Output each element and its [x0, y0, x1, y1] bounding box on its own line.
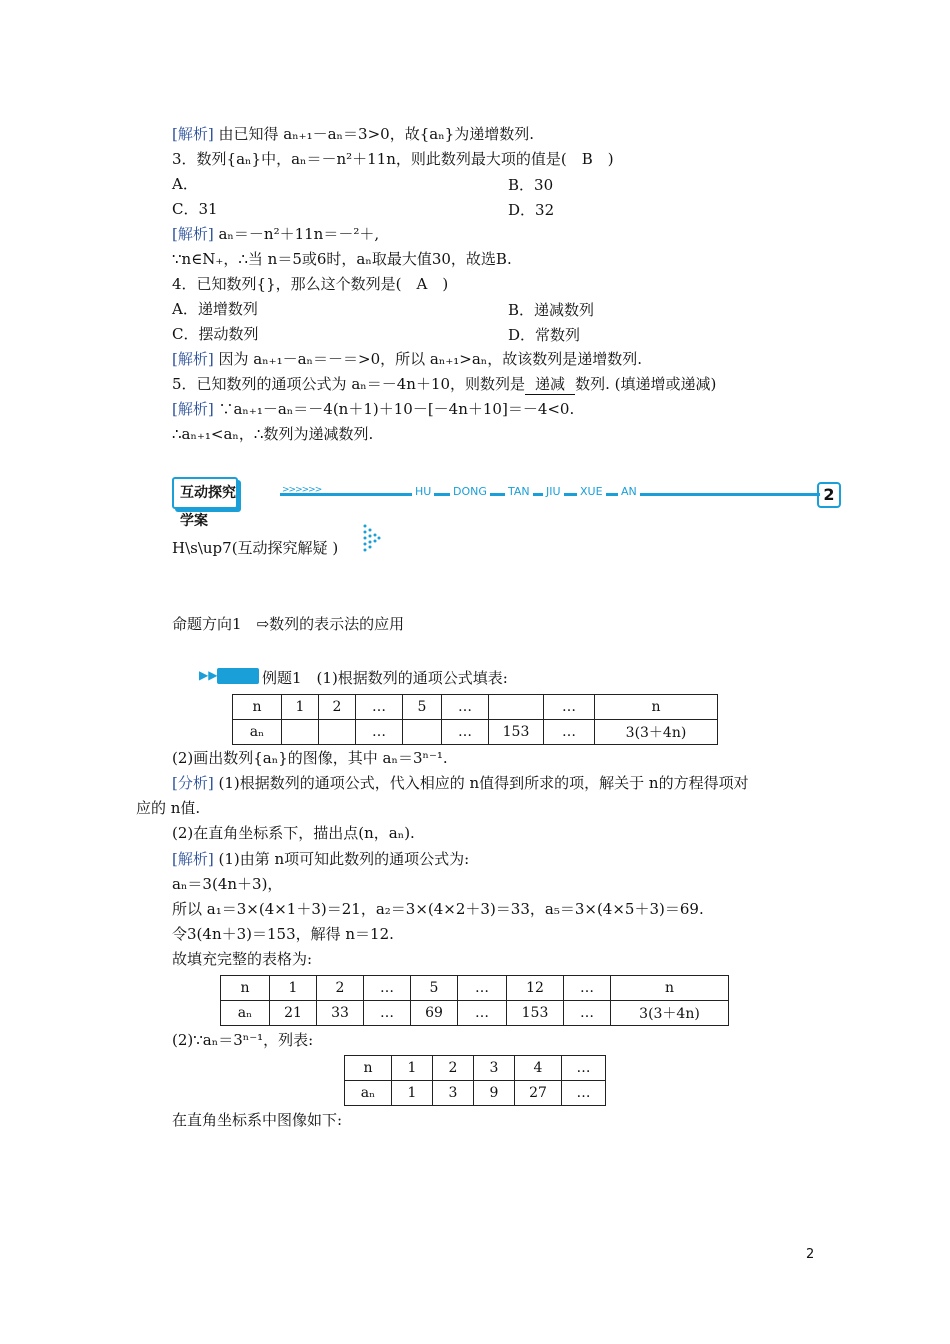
table-row [233, 695, 718, 720]
table-cell: 1 [392, 1081, 433, 1106]
analysis-text: aₙ＝－n²＋11n＝－²＋, [213, 225, 380, 243]
table-cell: … [356, 720, 403, 745]
table-cell: n [345, 1056, 392, 1081]
analysis-tag: [解析] [172, 350, 214, 368]
banner-number: 2 [817, 482, 841, 508]
chevrons-icon: >>>>>> [282, 485, 322, 495]
table-cell: 69 [411, 1001, 458, 1026]
banner-title: 互动探究学案 [172, 477, 238, 509]
solution-part2: (2)∵aₙ＝3ⁿ⁻¹，列表: [172, 1031, 314, 1049]
analysis-text: ∵aₙ₊₁－aₙ＝－4(n＋1)＋10－[－4n＋10]＝－4<0. [213, 400, 575, 418]
solution-line: aₙ＝3(4n＋3)， [172, 875, 283, 893]
table-cell [282, 720, 319, 745]
example-1-part2: (2)画出数列{aₙ}的图像，其中 aₙ＝3ⁿ⁻¹. [172, 749, 448, 767]
question-5-stem [172, 374, 716, 395]
q5-pre: 5．已知数列的通项公式为 aₙ＝－4n＋10，则数列是 [172, 375, 526, 393]
table-cell: 3(3＋4n) [611, 1001, 729, 1026]
table-cell: … [442, 720, 489, 745]
section-banner [172, 474, 842, 529]
table-cell: … [458, 1001, 507, 1026]
table-cell [319, 720, 356, 745]
analysis-tag: [解析] [172, 225, 214, 243]
table-row [345, 1056, 606, 1081]
solution-line: 所以 a₁＝3×(4×1＋3)＝21，a₂＝3×(4×2＋3)＝33，a₅＝3×(4×5＋3)＝69. [172, 900, 704, 918]
q3-option-c: C．31 [172, 200, 218, 218]
field-code-text: H\s\up7(互动探究解疑 ) [172, 539, 339, 557]
table-cell: 2 [319, 695, 356, 720]
q4-option-b: B．递减数列 [508, 301, 595, 319]
analysis-text: (1)由第 n项可知此数列的通项公式为: [213, 850, 470, 868]
table-cell [489, 695, 544, 720]
example-badge-box [217, 668, 259, 684]
table-cell: … [356, 695, 403, 720]
question-3-stem: 3．数列{aₙ}中，aₙ＝－n²＋11n，则此数列最大项的值是( B ) [172, 150, 614, 168]
table-cell: n [233, 695, 282, 720]
solution-line: 故填充完整的表格为: [172, 950, 313, 968]
table-cell: 12 [507, 976, 564, 1001]
q3-option-a: A． [172, 175, 198, 193]
table-cell: 3 [433, 1081, 474, 1106]
solution-line: 令3(4n＋3)＝153，解得 n＝12. [172, 925, 394, 943]
table-cell: aₙ [233, 720, 282, 745]
double-arrow-icon: ▶▶ [199, 668, 218, 682]
q3-analysis-line2: ∵n∈N₊，∴当 n＝5或6时，aₙ取最大值30，故选B. [172, 250, 512, 268]
table-cell: 5 [411, 976, 458, 1001]
analysis-line3: (2)在直角坐标系下，描出点(n，aₙ). [172, 824, 415, 842]
table-cell: … [544, 720, 595, 745]
table-cell: 5 [403, 695, 442, 720]
banner-pinyin: AN [618, 485, 640, 498]
analysis-block [172, 773, 749, 793]
table-row [221, 976, 729, 1001]
table-cell: … [564, 1001, 611, 1026]
analysis-tag: [解析] [172, 125, 214, 143]
table-cell: 3 [474, 1056, 515, 1081]
solution-heading [172, 849, 469, 869]
analysis-line2: 应的 n值. [136, 799, 201, 817]
table-row [233, 720, 718, 745]
table-cell: … [458, 976, 507, 1001]
table-cell: 153 [489, 720, 544, 745]
table-cell: 3(3＋4n) [595, 720, 718, 745]
banner-pinyin: TAN [505, 485, 533, 498]
example-1-title: 例题1 (1)根据数列的通项公式填表: [262, 669, 508, 687]
q5-post: 数列. (填递增或递减) [575, 375, 717, 393]
table-cell: … [364, 976, 411, 1001]
table-cell: … [562, 1081, 606, 1106]
table-cell: 33 [317, 1001, 364, 1026]
table-row [345, 1081, 606, 1106]
table-cell: … [562, 1056, 606, 1081]
analysis-line [172, 124, 534, 144]
table-cell: 1 [392, 1056, 433, 1081]
table-cell: aₙ [221, 1001, 270, 1026]
table-cell: … [544, 695, 595, 720]
table-cell: n [221, 976, 270, 1001]
table-cell: … [442, 695, 489, 720]
q4-analysis [172, 349, 642, 369]
table-cell: 4 [515, 1056, 562, 1081]
q3-analysis [172, 224, 379, 244]
table-cell: 2 [317, 976, 364, 1001]
table-cell: 153 [507, 1001, 564, 1026]
table-3 [344, 1055, 606, 1106]
q4-option-a: A．递增数列 [172, 300, 258, 318]
q5-analysis [172, 399, 574, 419]
q5-answer-blank: 递减 [525, 374, 575, 395]
table-1 [232, 694, 718, 745]
page-number: 2 [806, 1247, 815, 1262]
direction-heading: 命题方向1 ⇨数列的表示法的应用 [172, 615, 405, 633]
table-row [221, 1001, 729, 1026]
table-2 [220, 975, 729, 1026]
table-cell: 9 [474, 1081, 515, 1106]
question-4-stem: 4．已知数列{}，那么这个数列是( A ) [172, 275, 449, 293]
banner-pinyin: HU [412, 485, 434, 498]
table-cell: … [564, 976, 611, 1001]
table-cell: 27 [515, 1081, 562, 1106]
triangle-arrow-icon [362, 522, 382, 554]
table-cell: 2 [433, 1056, 474, 1081]
table-cell: 1 [282, 695, 319, 720]
q3-option-d: D．32 [508, 201, 555, 219]
analysis-text: 因为 aₙ₊₁－aₙ＝－＝>0，所以 aₙ₊₁>aₙ，故该数列是递增数列. [213, 350, 643, 368]
table-cell: aₙ [345, 1081, 392, 1106]
analysis-tag: [分析] [172, 774, 214, 792]
banner-pinyin: JIU [543, 485, 564, 498]
table-cell: 1 [270, 976, 317, 1001]
table-cell: … [364, 1001, 411, 1026]
final-line: 在直角坐标系中图像如下: [172, 1111, 343, 1129]
analysis-text: 由已知得 aₙ₊₁－aₙ＝3>0，故{aₙ}为递增数列. [213, 125, 534, 143]
table-cell [403, 720, 442, 745]
table-cell: 21 [270, 1001, 317, 1026]
analysis-text: (1)根据数列的通项公式，代入相应的 n值得到所求的项，解关于 n的方程得项对 [213, 774, 749, 792]
banner-pinyin: XUE [577, 485, 606, 498]
q5-analysis-line2: ∴aₙ₊₁<aₙ，∴数列为递减数列. [172, 425, 374, 443]
analysis-tag: [解析] [172, 850, 214, 868]
table-cell: n [611, 976, 729, 1001]
banner-pinyin: DONG [450, 485, 490, 498]
q4-option-c: C．摆动数列 [172, 325, 259, 343]
q4-option-d: D．常数列 [508, 326, 581, 344]
table-cell: n [595, 695, 718, 720]
q3-option-b: B．30 [508, 176, 554, 194]
analysis-tag: [解析] [172, 400, 214, 418]
